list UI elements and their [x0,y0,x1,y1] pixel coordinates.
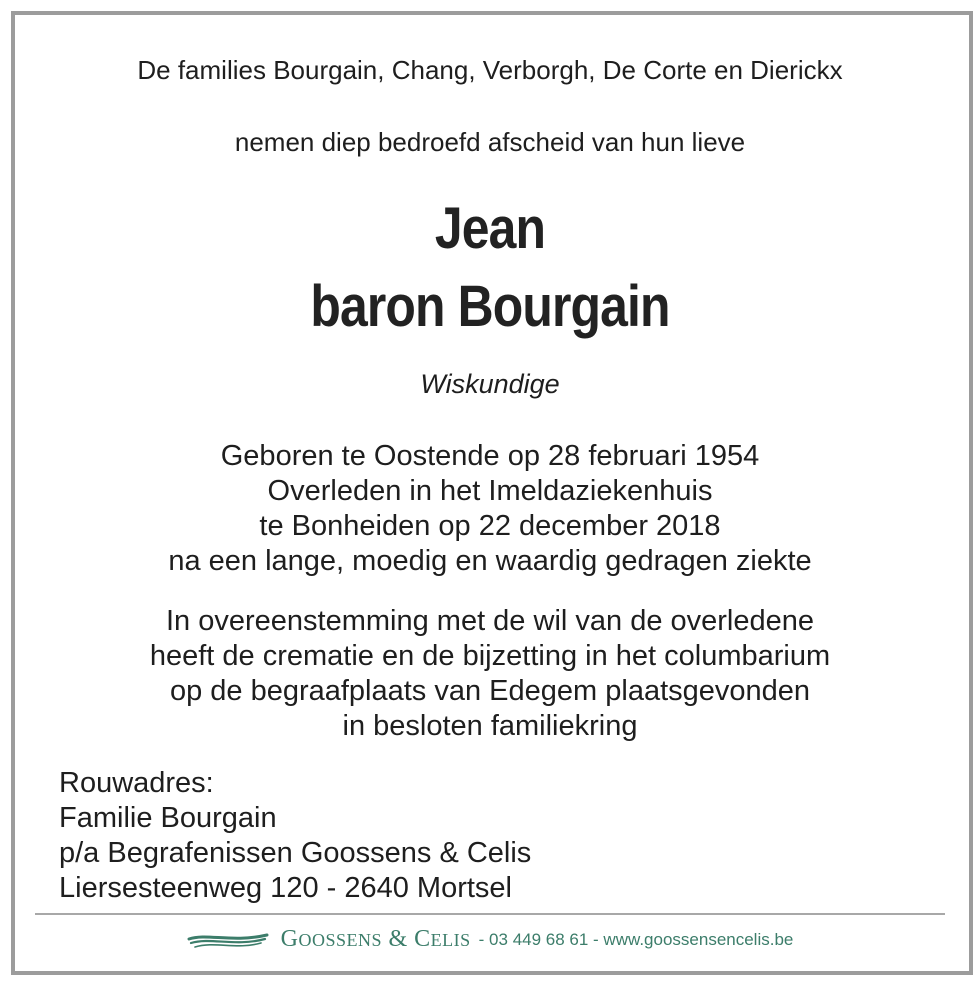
brand-initial-c: C [414,926,431,952]
address-line: p/a Begrafenissen Goossens & Celis [59,837,532,869]
brand-initial-g: G [280,926,299,952]
funeral-home-brand [281,926,471,953]
families-line: De families Bourgain, Chang, Verborgh, De Corte en Dierickx [137,55,843,85]
detail-line: te Bonheiden op 22 december 2018 [259,510,721,542]
deceased-title-surname: baron Bourgain [310,274,670,339]
ceremony-line: in besloten familiekring [342,710,638,742]
brand-rest-celis: ELIS [430,930,471,950]
ceremony-line: In overeenstemming met de wil van de overledene [165,605,815,637]
detail-line: Geboren te Oostende op 28 februari 1954 [220,440,760,472]
detail-line: na een lange, moedig en waardig gedragen ziekte [168,545,812,577]
address-line: Familie Bourgain [59,802,277,834]
wave-swoosh-icon [187,929,269,951]
deceased-first-name: Jean [434,196,546,261]
detail-line: Overleden in het Imeldaziekenhuis [267,475,713,507]
intro-line: nemen diep bedroefd afscheid van hun lieve [234,127,746,157]
profession: Wiskundige [420,369,560,399]
footer-divider [35,913,945,915]
funeral-home-contact: - 03 449 68 61 - www.goossensencelis.be [478,929,794,949]
address-line: Liersesteenweg 120 - 2640 Mortsel [59,872,512,904]
ceremony-line: op de begraafplaats van Edegem plaatsgevonden [169,675,811,707]
funeral-home-footer [0,926,980,953]
ceremony-line: heeft de crematie en de bijzetting in het columbarium [149,640,831,672]
brand-rest-goossens: OOSSENS [298,930,382,950]
brand-ampersand: & [381,926,415,952]
address-label: Rouwadres: [59,767,214,799]
mourning-address [59,766,531,906]
